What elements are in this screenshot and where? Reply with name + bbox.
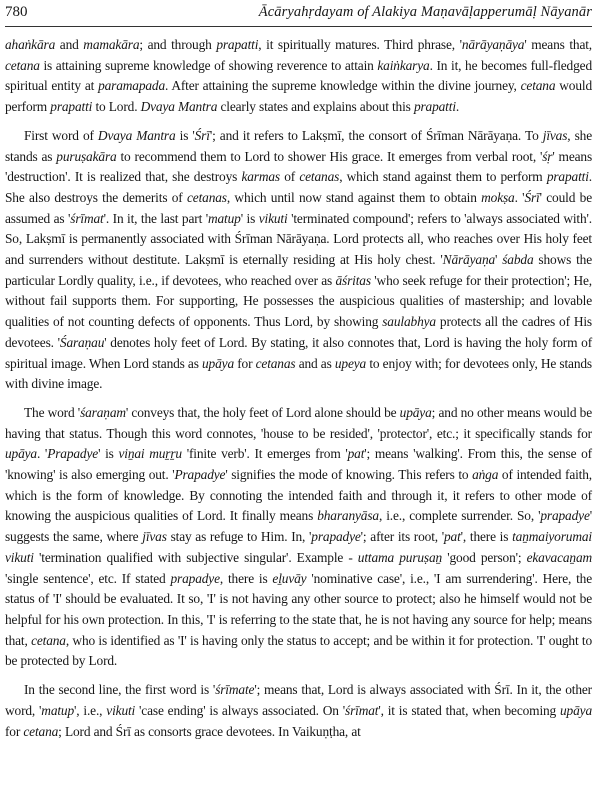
text-run: . '	[36, 446, 48, 462]
text-run: , who is identified as 'I' is having only the status to accept; and be within it for protection. 'I' ought to be protected by Lord.	[5, 632, 593, 669]
text-run: would perform	[5, 78, 592, 115]
italic-term: upāya	[202, 355, 234, 371]
text-run: is attaining supreme knowledge of showing reverence to attain	[39, 57, 378, 73]
italic-term: matup	[41, 702, 75, 718]
italic-term: cetanas	[187, 189, 227, 205]
text-run: to enjoy with; for devotees only, He stands with divine image.	[5, 355, 592, 392]
italic-term: prapatti	[216, 37, 259, 52]
text-run: is '	[175, 127, 195, 143]
text-run: to Lord.	[92, 99, 141, 115]
italic-term: Prapadye	[174, 467, 226, 483]
italic-term: aṅga	[472, 467, 499, 483]
text-run: ' means 'destruction'. It is realized that, she destroys	[5, 148, 593, 185]
italic-term: matup	[207, 210, 241, 226]
italic-term: saulabhya	[382, 314, 436, 330]
italic-term: śrīmat	[345, 702, 379, 718]
text-run: for	[234, 355, 256, 371]
text-run: , she stands as	[5, 127, 593, 164]
text-run: 'terminated compound'; refers to 'always associated with'. So, Lakṣmī is permanently associated with Śrīman Nārāyaṇa. Lord protects all, who reaches over His holy feet and surrenders without destitute. Lakṣmī is eternally residing at His holy chest. '	[5, 210, 593, 268]
text-run: for	[5, 723, 24, 739]
text-run: ' signifies the mode of knowing. This refers to	[225, 467, 473, 483]
italic-term: bharanyāsa	[317, 508, 379, 524]
italic-term: mokṣa	[481, 189, 515, 205]
italic-term: Śaraṇau	[59, 334, 105, 350]
paragraph	[5, 126, 592, 395]
italic-term: śabda	[502, 252, 534, 268]
text-run: ; Lord and Śrī as consorts grace devotees. In Vaikuṇṭha, at	[58, 723, 361, 739]
text-run: , which until now stand against them to obtain	[226, 189, 482, 205]
text-run: shows the particular Lordly quality, i.e., if devotees, who reached over as	[5, 252, 593, 288]
italic-term: kaiṅkarya	[377, 57, 430, 73]
text-run: . She also destroys the demerits of	[5, 169, 592, 205]
italic-term: eḻuvāy	[272, 570, 307, 586]
paragraph	[5, 35, 592, 118]
italic-term: uttama puruṣaṉ	[357, 549, 443, 565]
italic-term: Śrī	[524, 189, 540, 205]
text-run: The word '	[24, 404, 81, 420]
text-run: '; means 'walking'. From this, the sense of 'knowing' is also emerging out. '	[5, 446, 592, 483]
italic-term: vikuti	[258, 210, 288, 226]
text-run: '. In it, the last part '	[103, 210, 208, 226]
text-run: and as	[295, 355, 335, 371]
italic-term: śṛ	[542, 148, 553, 164]
italic-term: puruṣakāra	[56, 148, 117, 164]
text-run: ' is	[240, 210, 259, 226]
italic-term: cetanas	[299, 169, 340, 185]
text-run: 'who seek refuge for their protection'; He, without fail supports them. For supporting, He possesses the auspicious qualities of mastership; and lovable qualities of not counting defects of opponents. Thus Lord, by showing	[5, 272, 592, 330]
italic-term: śrīmate	[215, 682, 255, 698]
italic-term: upāya	[560, 702, 592, 718]
italic-term: śrīmat	[70, 210, 104, 226]
text-run: . In it, he becomes full-fledged spiritual entity at	[5, 57, 592, 94]
text-run: ' conveys that, the holy feet of Lord alone should be	[125, 404, 400, 420]
text-run: 'single sentence', etc. If stated	[5, 570, 171, 586]
text-run: ' suggests the same, where	[5, 508, 592, 545]
running-title: Ācāryahṛdayam of Alakiya Maṇavāḷapperumāḷ Nāyanār	[258, 4, 592, 20]
text-run: clearly states and explains about this	[217, 99, 414, 115]
text-run: ' means that,	[524, 37, 593, 52]
text-run: , which stand against them to perform	[339, 169, 547, 185]
text-run: '; after its root, '	[360, 529, 444, 545]
text-run: of	[279, 169, 300, 185]
italic-term: vikuti	[106, 702, 136, 718]
text-run: .	[455, 99, 460, 115]
text-run: 'finite verb'. It emerges from '	[181, 446, 348, 462]
text-run: In the second line, the first word is '	[24, 682, 216, 698]
text-run: ', it is stated that, when becoming	[378, 702, 561, 718]
paragraph	[5, 403, 592, 672]
text-run: ' denotes holy feet of Lord. By stating, it also connotes that, Lord is having the holy form of spiritual image. When Lord stands as	[5, 334, 593, 371]
text-run: . After attaining the supreme knowledge within the divine journey,	[165, 78, 521, 94]
italic-term: Prapadye	[47, 446, 99, 462]
text-run: '; means that, Lord is always associated with Śrī. In it, the other word, '	[5, 682, 592, 718]
italic-term: prapadye	[311, 529, 361, 545]
italic-term: cetanas	[255, 355, 296, 371]
italic-term: cetana	[5, 57, 40, 73]
text-run: ', there is	[460, 529, 513, 545]
italic-term: āśritas	[335, 272, 371, 288]
italic-term: Nārāyaṇa	[442, 252, 496, 268]
italic-term: upeya	[334, 355, 367, 371]
text-run: 'case ending' is always associated. On '	[135, 702, 346, 718]
page-number: 780	[5, 4, 28, 20]
italic-term: ahaṅkāra	[5, 37, 56, 52]
italic-term: cetana	[520, 78, 556, 94]
italic-term: ekavacaṉam	[526, 549, 593, 565]
text-run: protects all the cadres of His devotees. '	[5, 314, 592, 350]
text-run: 'termination qualified with subjective singular'. Example -	[33, 549, 358, 565]
text-run: . '	[514, 189, 525, 205]
body-text	[5, 35, 592, 742]
italic-term: Dvaya Mantra	[97, 127, 176, 143]
running-header	[5, 4, 592, 27]
italic-term: Dvaya Mantra	[140, 99, 218, 115]
italic-term: jīvas	[142, 529, 167, 545]
italic-term: viṉai muṟṟu	[118, 446, 182, 462]
text-run: '	[495, 252, 503, 268]
text-run: and	[55, 37, 84, 52]
italic-term: śaraṇam	[80, 404, 126, 420]
italic-term: upāya	[5, 446, 37, 462]
text-run: , there is	[219, 570, 273, 586]
text-run: '; and it refers to Lakṣmī, the consort of Śrīman Nārāyaṇa. To	[209, 127, 543, 143]
text-run: , i.e., complete surrender. So, '	[378, 508, 541, 524]
italic-term: prapatti	[50, 99, 93, 115]
text-run: ' could be assumed as '	[5, 189, 592, 226]
italic-term: pat	[444, 529, 461, 545]
italic-term: Śrī	[194, 127, 210, 143]
italic-term: prapatti	[546, 169, 589, 185]
text-run: , it spiritually matures. Third phrase, '	[258, 37, 462, 52]
italic-term: paramapada	[98, 78, 166, 94]
text-run: 'good person';	[442, 549, 527, 565]
text-run: First word of	[24, 127, 98, 143]
text-run: to recommend them to Lord to shower His grace. It emerges from verbal root, '	[116, 148, 543, 164]
text-run: ' is	[98, 446, 119, 462]
italic-term: taṉmaiyorumai vikuti	[5, 529, 592, 565]
text-run: stay as refuge to Him. In, '	[166, 529, 312, 545]
italic-term: prapatti	[413, 99, 456, 115]
italic-term: prapadye	[170, 570, 220, 586]
paragraph	[5, 680, 592, 742]
italic-term: cetana	[23, 723, 59, 739]
italic-term: jīvas	[542, 127, 568, 143]
italic-term: mamakāra	[83, 37, 140, 52]
italic-term: upāya	[399, 404, 432, 420]
italic-term: nārāyaṇāya	[461, 37, 525, 52]
italic-term: cetana	[31, 632, 66, 648]
italic-term: karmas	[241, 169, 280, 185]
italic-term: pat	[347, 446, 365, 462]
text-run: ', i.e.,	[74, 702, 107, 718]
text-run: of intended faith, which is the form of knowledge. By connoting the intended faith and through it, it refers to other mode of knowing the auspicious qualities of Lord. It finally means	[5, 467, 592, 524]
text-run: ; and through	[139, 37, 217, 52]
text-run: 'nominative case', i.e., 'I am surrendering'. Here, the status of 'I' should be evaluated. It so, 'I' is not having any other source to protect; also he himself would not be helpful for his own protection. In this, 'I' is referring to the state that, he is not having any source for help; means that,	[5, 570, 592, 648]
italic-term: prapadye	[540, 508, 590, 524]
text-run: ; and no other means would be having that status. Though this word connotes, 'house to be resided', 'protector', etc.; it specifically stands for	[5, 404, 592, 441]
